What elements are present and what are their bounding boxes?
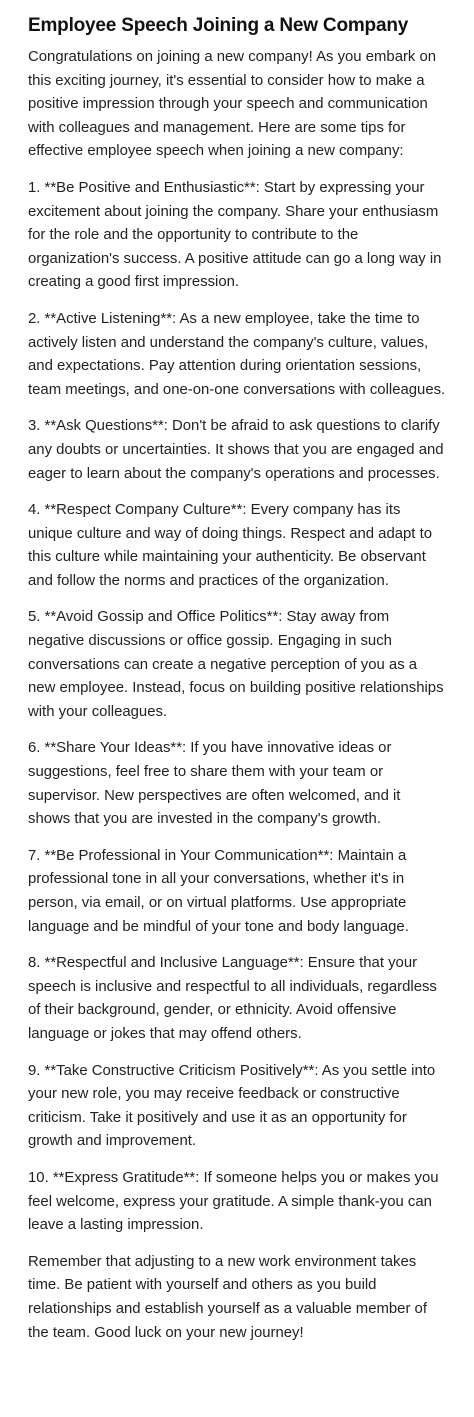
tip-4-paragraph: 4. **Respect Company Culture**: Every company has its unique culture and way of doing things. Respect and adapt to this culture while maintaining your authenticity. Be observant and follow the norms and practices of the organization.: [28, 502, 432, 589]
tip-5-paragraph: 5. **Avoid Gossip and Office Politics**: Stay away from negative discussions or office gossip. Engaging in such conversations can create a negative perception of you as a new employee. Instead, focus on building positive relationships with your colleagues.: [28, 609, 444, 720]
intro-paragraph: Congratulations on joining a new company! As you embark on this exciting journey, it's essential to consider how to make a positive impression through your speech and communication with colleagues and management. Here are some tips for effective employee speech when joining a new company:: [28, 49, 437, 160]
tip-10-paragraph: 10. **Express Gratitude**: If someone helps you or makes you feel welcome, express your gratitude. A simple thank-you can leave a lasting impression.: [28, 1169, 439, 1234]
tip-1-paragraph: 1. **Be Positive and Enthusiastic**: Start by expressing your excitement about joining the company. Share your enthusiasm for the role and the opportunity to contribute to the organization's success. A positive attitude can go a long way in creating a good first impression.: [28, 179, 442, 291]
tip-2-paragraph: 2. **Active Listening**: As a new employee, take the time to actively listen and understand the company's culture, values, and expectations. Pay attention during orientation sessions, team meetings, and one-on-one conversations with colleagues.: [28, 310, 446, 398]
tip-3-paragraph: 3. **Ask Questions**: Don't be afraid to ask questions to clarify any doubts or uncertainties. It shows that you are engaged and eager to learn about the company's operations and processes.: [28, 418, 444, 482]
tip-7-paragraph: 7. **Be Professional in Your Communication**: Maintain a professional tone in all your conversations, whether it's in person, via email, or on virtual platforms. Use appropriate language and be mindful of your tone and body language.: [28, 847, 409, 935]
tip-6-paragraph: 6. **Share Your Ideas**: If you have innovative ideas or suggestions, feel free to share them with your team or supervisor. New perspectives are often welcomed, and it shows that you are invested in the company's growth.: [28, 740, 401, 828]
document-title: Employee Speech Joining a New Company: [28, 15, 409, 36]
closing-paragraph: Remember that adjusting to a new work environment takes time. Be patient with yourself and others as you build relationships and establish yourself as a valuable member of the team. Good luck on your new journey!: [28, 1253, 427, 1341]
tip-8-paragraph: 8. **Respectful and Inclusive Language**: Ensure that your speech is inclusive and respectful to all individuals, regardless of their background, gender, or ethnicity. Avoid offensive language or jokes that may offend others.: [28, 955, 437, 1042]
tip-9-paragraph: 9. **Take Constructive Criticism Positively**: As you settle into your new role, you may receive feedback or constructive criticism. Take it positively and use it as an opportunity for growth and improvement.: [28, 1062, 436, 1150]
